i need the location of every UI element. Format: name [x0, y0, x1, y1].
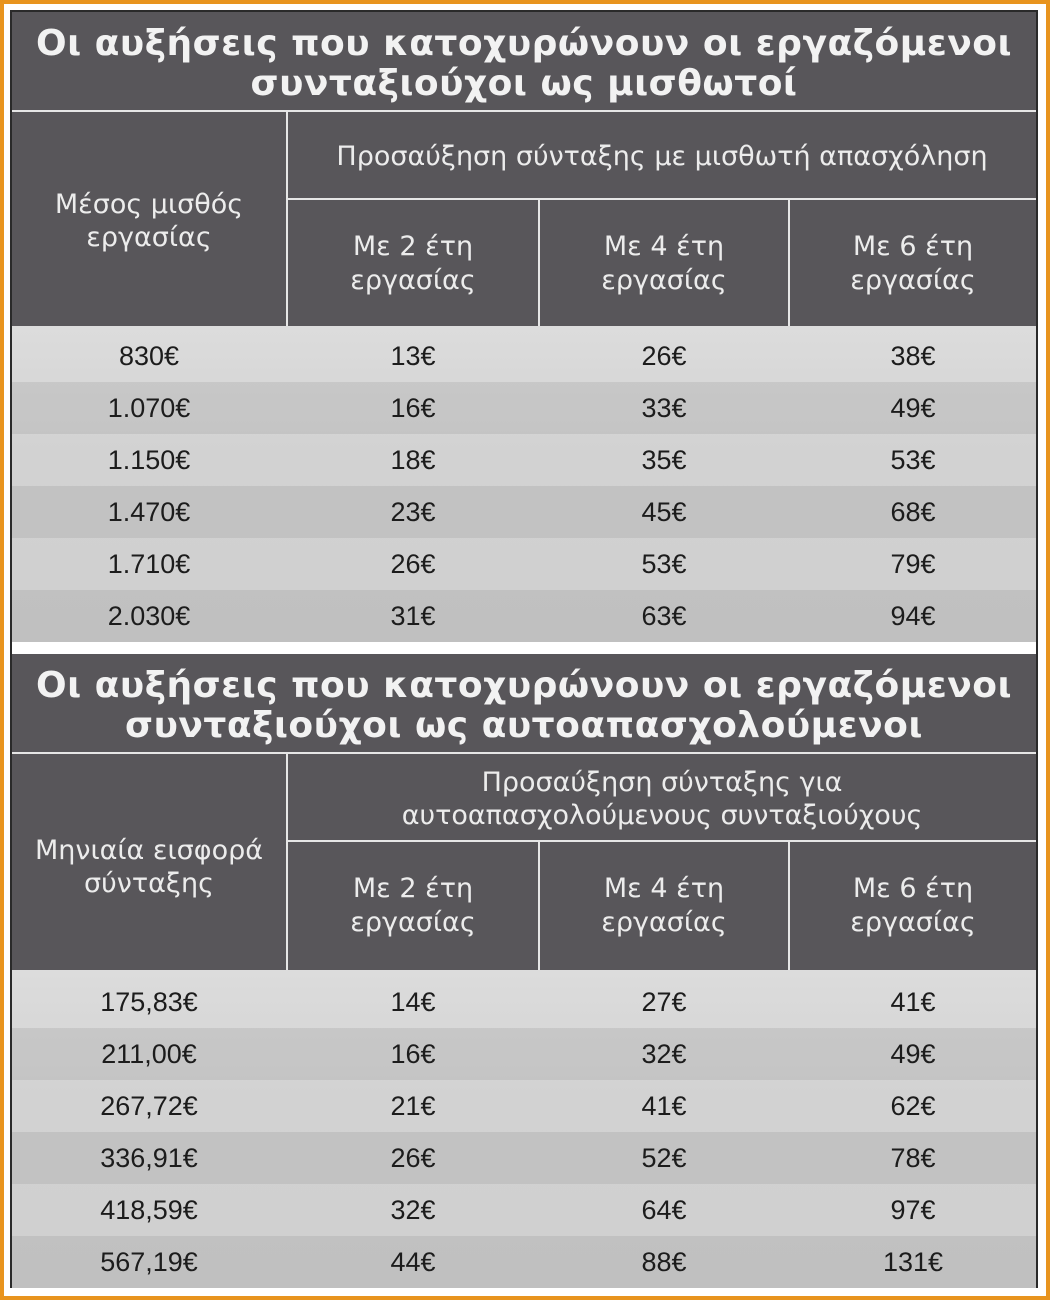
cell-4-years: 26€ — [641, 341, 687, 371]
col-header-line-2: εργασίας — [850, 907, 976, 938]
col-header-line-2: εργασίας — [350, 265, 476, 296]
title-line-2: συνταξιούχοι ως αυτοαπασχολούμενοι — [125, 705, 923, 746]
cell-salary: 830€ — [118, 341, 180, 371]
cell-2-years: 16€ — [390, 393, 436, 423]
cell-4-years: 63€ — [641, 601, 687, 631]
cell-6-years: 49€ — [890, 393, 936, 423]
table-salaried — [12, 12, 1036, 642]
col-header-line-1: Με 2 έτη — [352, 873, 474, 904]
cell-2-years: 16€ — [390, 1039, 436, 1069]
table-row — [12, 590, 1036, 642]
col-header-line-2: εργασίας — [601, 265, 727, 296]
table-row — [12, 1080, 1036, 1132]
group-header: Προσαύξηση σύνταξης με μισθωτή απασχόληση — [336, 141, 988, 172]
col-header-6-years — [790, 872, 1036, 940]
cell-2-years: 44€ — [390, 1247, 436, 1277]
table-row — [12, 382, 1036, 434]
cell-6-years: 97€ — [890, 1195, 936, 1225]
cell-4-years: 33€ — [641, 393, 687, 423]
cell-4-years: 32€ — [641, 1039, 687, 1069]
divider — [12, 752, 1036, 754]
cell-contribution: 567,19€ — [100, 1247, 198, 1277]
cell-2-years: 32€ — [390, 1195, 436, 1225]
cell-2-years: 26€ — [390, 549, 436, 579]
cell-6-years: 94€ — [890, 601, 936, 631]
cell-contribution: 336,91€ — [100, 1143, 198, 1173]
row-header-line-2: εργασίας — [86, 222, 212, 253]
cell-contribution: 418,59€ — [100, 1195, 198, 1225]
cell-contribution: 175,83€ — [100, 987, 198, 1017]
cell-6-years: 41€ — [890, 987, 936, 1017]
table-row — [12, 1184, 1036, 1236]
divider — [288, 198, 1036, 200]
col-header-line-2: εργασίας — [601, 907, 727, 938]
cell-2-years: 14€ — [390, 987, 436, 1017]
table-self-employed — [12, 654, 1036, 1288]
cell-6-years: 131€ — [882, 1247, 944, 1277]
cell-4-years: 53€ — [641, 549, 687, 579]
cell-contribution: 211,00€ — [101, 1039, 197, 1069]
cell-4-years: 52€ — [641, 1143, 687, 1173]
cell-4-years: 27€ — [641, 987, 687, 1017]
cell-6-years: 53€ — [890, 445, 936, 475]
cell-4-years: 88€ — [641, 1247, 687, 1277]
col-header-4-years — [540, 872, 788, 940]
col-header-4-years — [540, 230, 788, 298]
col-header-line-2: εργασίας — [350, 907, 476, 938]
cell-2-years: 26€ — [390, 1143, 436, 1173]
row-header-line-2: σύνταξης — [84, 868, 214, 899]
table-row — [12, 538, 1036, 590]
cell-salary: 2.030€ — [107, 601, 191, 631]
cell-4-years: 41€ — [641, 1091, 687, 1121]
title-line-2: συνταξιούχοι ως μισθωτοί — [250, 63, 798, 104]
cell-2-years: 23€ — [390, 497, 436, 527]
row-header — [12, 188, 286, 254]
cell-4-years: 45€ — [641, 497, 687, 527]
table-title — [12, 666, 1036, 746]
row-header-line-1: Μηνιαία εισφορά — [34, 835, 264, 866]
divider — [288, 840, 1036, 842]
col-header-6-years — [790, 230, 1036, 298]
table-body — [12, 326, 1036, 642]
cell-2-years: 31€ — [390, 601, 436, 631]
cell-6-years: 68€ — [890, 497, 936, 527]
col-header-line-1: Με 2 έτη — [352, 231, 474, 262]
cell-salary: 1.150€ — [107, 445, 191, 475]
cell-4-years: 64€ — [641, 1195, 687, 1225]
divider — [12, 110, 1036, 112]
cell-salary: 1.470€ — [107, 497, 191, 527]
cell-contribution: 267,72€ — [100, 1091, 198, 1121]
title-line-1: Οι αυξήσεις που κατοχυρώνουν οι εργαζόμενοι — [35, 665, 1013, 706]
col-header-line-1: Με 4 έτη — [603, 231, 725, 262]
cell-salary: 1.710€ — [107, 549, 191, 579]
cell-salary: 1.070€ — [107, 393, 191, 423]
cell-6-years: 49€ — [890, 1039, 936, 1069]
table-row — [12, 1132, 1036, 1184]
cell-6-years: 62€ — [890, 1091, 936, 1121]
table-row — [12, 434, 1036, 486]
col-header-line-2: εργασίας — [850, 265, 976, 296]
row-header-line-1: Μέσος μισθός — [54, 189, 244, 220]
group-header-line-1: Προσαύξηση σύνταξης για — [481, 767, 843, 798]
table-body — [12, 970, 1036, 1288]
col-header-line-1: Με 6 έτη — [852, 873, 974, 904]
cell-6-years: 38€ — [890, 341, 936, 371]
cell-6-years: 78€ — [890, 1143, 936, 1173]
col-header-2-years — [288, 230, 538, 298]
group-header-line-2: αυτοαπασχολούμενους συνταξιούχους — [401, 800, 923, 831]
group-header — [288, 766, 1036, 832]
table-row — [12, 330, 1036, 382]
table-row — [12, 1236, 1036, 1288]
row-header — [12, 834, 286, 900]
cell-2-years: 18€ — [390, 445, 436, 475]
cell-6-years: 79€ — [890, 549, 936, 579]
cell-4-years: 35€ — [641, 445, 687, 475]
col-header-line-1: Με 6 έτη — [852, 231, 974, 262]
table-title — [12, 24, 1036, 104]
cell-2-years: 13€ — [390, 341, 436, 371]
table-row — [12, 1028, 1036, 1080]
table-row — [12, 976, 1036, 1028]
cell-2-years: 21€ — [390, 1091, 436, 1121]
col-header-line-1: Με 4 έτη — [603, 873, 725, 904]
col-header-2-years — [288, 872, 538, 940]
title-line-1: Οι αυξήσεις που κατοχυρώνουν οι εργαζόμενοι — [35, 23, 1013, 64]
table-row — [12, 486, 1036, 538]
